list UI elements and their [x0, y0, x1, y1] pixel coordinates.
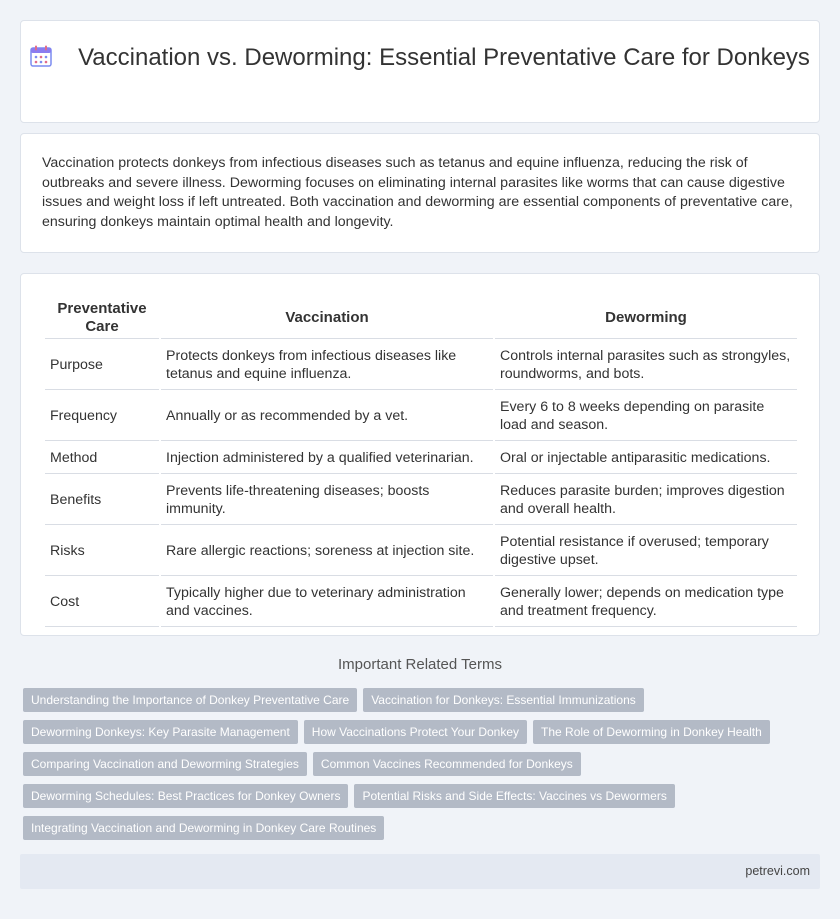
table-row — [45, 578, 797, 627]
row-label: Frequency — [45, 392, 159, 441]
intro-paragraph: Vaccination protects donkeys from infectious diseases such as tetanus and equine influenza, reducing the risk of outbreaks and severe illness. Deworming focuses on eliminating internal parasites like worms that can cause digestive issues and weight loss if left untreated. Both vaccination and deworming are essential components of preventative care, ensuring donkeys maintain optimal health and longevity. — [42, 155, 793, 230]
table-row — [45, 527, 797, 576]
vaccination-cell: Injection administered by a qualified veterinarian. — [161, 443, 493, 474]
related-term-tag[interactable]: How Vaccinations Protect Your Donkey — [304, 720, 527, 744]
related-term-tag[interactable]: Deworming Schedules: Best Practices for Donkey Owners — [23, 784, 348, 808]
row-label: Purpose — [45, 341, 159, 390]
page-title-text: Vaccination vs. Deworming: Essential Preventative Care for Donkeys — [78, 44, 810, 71]
tag-row — [23, 784, 803, 816]
page-title — [21, 43, 819, 72]
related-term-tag[interactable]: Understanding the Importance of Donkey Preventative Care — [23, 688, 357, 712]
table-row — [45, 392, 797, 441]
header-preventative-care: Preventative Care — [45, 297, 159, 339]
related-term-tag[interactable]: Comparing Vaccination and Deworming Strategies — [23, 752, 307, 776]
tag-row — [23, 752, 803, 784]
table-row — [45, 476, 797, 525]
vaccination-cell: Annually or as recommended by a vet. — [161, 392, 493, 441]
table-header-row — [45, 297, 797, 339]
table-row — [45, 341, 797, 390]
related-term-tag[interactable]: Deworming Donkeys: Key Parasite Management — [23, 720, 298, 744]
header-vaccination: Vaccination — [161, 297, 493, 339]
row-label: Cost — [45, 578, 159, 627]
deworming-cell: Oral or injectable antiparasitic medications. — [495, 443, 797, 474]
row-label: Risks — [45, 527, 159, 576]
related-term-tag[interactable]: Common Vaccines Recommended for Donkeys — [313, 752, 581, 776]
calendar-icon — [30, 45, 52, 67]
title-wrap — [21, 43, 819, 72]
related-term-tag[interactable]: The Role of Deworming in Donkey Health — [533, 720, 770, 744]
row-label: Method — [45, 443, 159, 474]
related-term-tag[interactable]: Potential Risks and Side Effects: Vaccines vs Dewormers — [354, 784, 674, 808]
vaccination-cell: Typically higher due to veterinary administration and vaccines. — [161, 578, 493, 627]
intro-card — [20, 133, 820, 253]
footer-site-link[interactable]: petrevi.com — [745, 864, 810, 878]
title-card — [20, 20, 820, 123]
deworming-cell: Reduces parasite burden; improves digestion and overall health. — [495, 476, 797, 525]
vaccination-cell: Protects donkeys from infectious diseases like tetanus and equine influenza. — [161, 341, 493, 390]
deworming-cell: Potential resistance if overused; temporary digestive upset. — [495, 527, 797, 576]
tag-row — [23, 720, 803, 752]
tag-row — [23, 816, 803, 848]
row-label: Benefits — [45, 476, 159, 525]
vaccination-cell: Prevents life-threatening diseases; boosts immunity. — [161, 476, 493, 525]
header-deworming: Deworming — [495, 297, 797, 339]
deworming-cell: Every 6 to 8 weeks depending on parasite load and season. — [495, 392, 797, 441]
table-row — [45, 443, 797, 474]
deworming-cell: Generally lower; depends on medication type and treatment frequency. — [495, 578, 797, 627]
related-terms-heading: Important Related Terms — [338, 656, 502, 673]
related-term-tag[interactable]: Integrating Vaccination and Deworming in Donkey Care Routines — [23, 816, 384, 840]
comparison-table — [43, 295, 799, 629]
footer — [20, 854, 820, 889]
tag-row — [23, 688, 803, 720]
comparison-card — [20, 273, 820, 636]
vaccination-cell: Rare allergic reactions; soreness at injection site. — [161, 527, 493, 576]
related-terms-list — [23, 688, 803, 848]
deworming-cell: Controls internal parasites such as strongyles, roundworms, and bots. — [495, 341, 797, 390]
related-term-tag[interactable]: Vaccination for Donkeys: Essential Immunizations — [363, 688, 644, 712]
